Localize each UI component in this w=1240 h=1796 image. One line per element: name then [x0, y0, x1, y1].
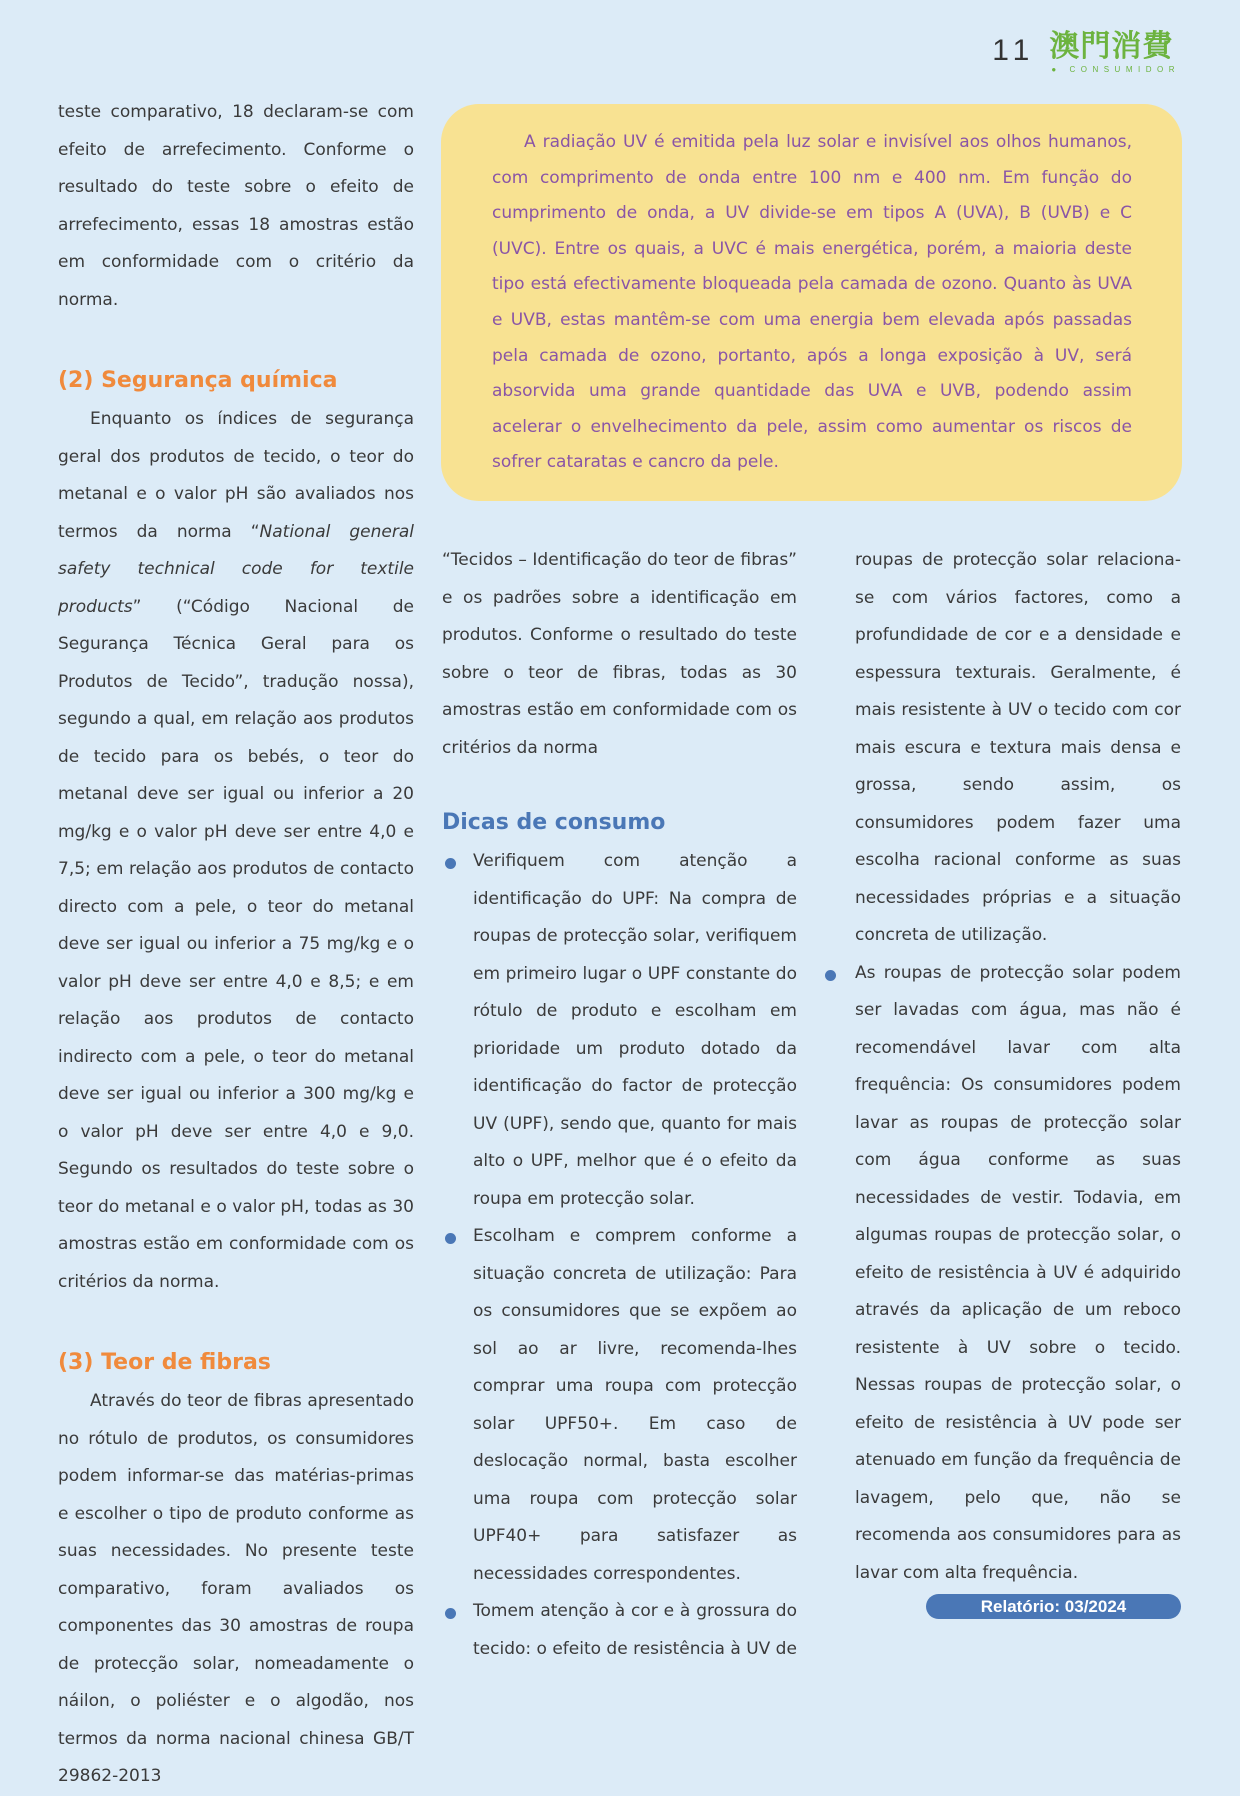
middle-column — [442, 542, 797, 1668]
section-heading-fiber-content: (3) Teor de fibras — [58, 1350, 271, 1375]
bullet-dot-icon — [445, 1608, 456, 1619]
report-badge: Relatório: 03/2024 — [926, 1594, 1181, 1619]
logo-subtitle: ● CONSUMIDOR — [1051, 65, 1180, 74]
bullet-dot-icon — [825, 970, 836, 981]
tip-list-item — [442, 843, 797, 1218]
tip-text: Escolham e comprem conforme a situação concreta de utilização: Para os consumidores que se expõem ao sol ao ar livre, recomenda-lhes comprar uma roupa com protecção solar UPF50+. Em caso de deslocação normal, basta escolher uma roupa com protecção solar UPF40+ para satisfazer as necessidades correspondentes. — [473, 1226, 797, 1584]
tip-text: As roupas de protecção solar podem ser lavadas com água, mas não é recomendável lavar com alta frequência: Os consumidores podem lavar as roupas de protecção solar com água conforme as suas necessidades de vestir. Todavia, em algumas roupas de protecção solar, o efeito de resistência à UV é adquirido através da aplicação de um reboco resistente à UV sobre o tecido. Nessas roupas de protecção solar, o efeito de resistência à UV pode ser atenuado em função da frequência de lavagem, pelo que, não se recomenda aos consumidores para as lavar com alta frequência. — [855, 962, 1181, 1583]
left-column — [58, 94, 414, 1796]
paragraph-color-thickness: roupas de protecção solar relaciona-se com vários factores, como a profundidade de cor e a densidade e espessura texturais. Geralmente, é mais resistente à UV o tecido com cor mais escura e textura mais densa e grossa, sendo assim, os consumidores podem fazer uma escolha racional conforme as suas necessidades próprias e a situação concreta de utilização. — [855, 550, 1181, 945]
bullet-dot-icon — [445, 1233, 456, 1244]
section-heading-consumer-tips: Dicas de consumo — [442, 810, 666, 835]
tip-text: Tomem atenção à cor e à grossura do tecido: o efeito de resistência à UV de — [473, 1601, 797, 1659]
bullet-dot-icon — [445, 858, 456, 869]
logo-chinese-text: 澳門消費 — [1049, 29, 1174, 64]
right-column — [855, 542, 1181, 1592]
paragraph-chemical-safety: Enquanto os índices de segurança geral dos produtos de tecido, o teor do metanal e o valor pH são avaliados nos termos da norma “National general safety technical code for textile products” (“Código Nacional de Segurança Técnica Geral para os Produtos de Tecido”, tradução nossa), segundo a qual, em relação aos produtos de tecido para os bebés, o teor do metanal deve ser igual ou inferior a 20 mg/kg e o valor pH deve ser entre 4,0 e 7,5; em relação aos produtos de contacto directo com a pele, o teor do metanal deve ser igual ou inferior a 75 mg/kg e o valor pH deve ser entre 4,0 e 8,5; e em relação aos produtos de contacto indirecto com a pele, o teor do metanal deve ser igual ou inferior a 300 mg/kg e o valor pH deve ser entre 4,0 e 9,0. Segundo os resultados do teste sobre o teor do metanal e o valor pH, todas as 30 amostras estão em conformidade com os critérios da norma. — [58, 409, 414, 1292]
page-number: 11 — [992, 34, 1036, 67]
page-header — [992, 30, 1180, 80]
tip-list-item — [442, 1218, 797, 1593]
tip-text: Verifiquem com atenção a identificação do UPF: Na compra de roupas de protecção solar, verifiquem em primeiro lugar o UPF constante do rótulo de produto e escolham em prioridade um produto dotado da identificação do factor de protecção UV (UPF), sendo que, quanto for mais alto o UPF, melhor que é o efeito da roupa em protecção solar. — [473, 851, 797, 1209]
norm-name-italic: National general safety technical code for textile products — [58, 521, 414, 617]
paragraph-fiber-result: “Tecidos – Identificação do teor de fibras” e os padrões sobre a identificação em produtos. Conforme o resultado do teste sobre o teor de fibras, todas as 30 amostras estão em conformidade com os critérios da norma — [442, 550, 797, 758]
uv-info-box — [441, 104, 1182, 501]
magazine-logo — [1049, 30, 1180, 74]
tip-list-item — [442, 1593, 797, 1668]
tip-list-item — [855, 955, 1181, 1593]
section-heading-chemical-safety: (2) Segurança química — [58, 368, 338, 393]
paragraph-cooling-result: teste comparativo, 18 declaram-se com efeito de arrefecimento. Conforme o resultado do teste sobre o efeito de arrefecimento, essas 18 amostras estão em conformidade com o critério da norma. — [58, 102, 414, 310]
paragraph-fiber-content: Através do teor de fibras apresentado no rótulo de produtos, os consumidores podem informar-se das matérias-primas e escolher o tipo de produto conforme as suas necessidades. No presente teste comparativo, foram avaliados os componentes das 30 amostras de roupa de protecção solar, nomeadamente o náilon, o poliéster e o algodão, nos termos da norma nacional chinesa GB/T 29862-2013 — [58, 1391, 414, 1786]
uv-info-text: A radiação UV é emitida pela luz solar e invisível aos olhos humanos, com comprimento de onda entre 100 nm e 400 nm. Em função do cumprimento de onda, a UV divide-se em tipos A (UVA), B (UVB) e C (UVC). Entre os quais, a UVC é mais energética, porém, a maioria deste tipo está efectivamente bloqueada pela camada de ozono. Quanto às UVA e UVB, estas mantêm-se com uma energia bem elevada após passadas pela camada de ozono, portanto, após a longa exposição à UV, será absorvida uma grande quantidade das UVA e UVB, podendo assim acelerar o envelhecimento da pele, assim como aumentar os riscos de sofrer cataratas e cancro da pele. — [492, 132, 1132, 473]
